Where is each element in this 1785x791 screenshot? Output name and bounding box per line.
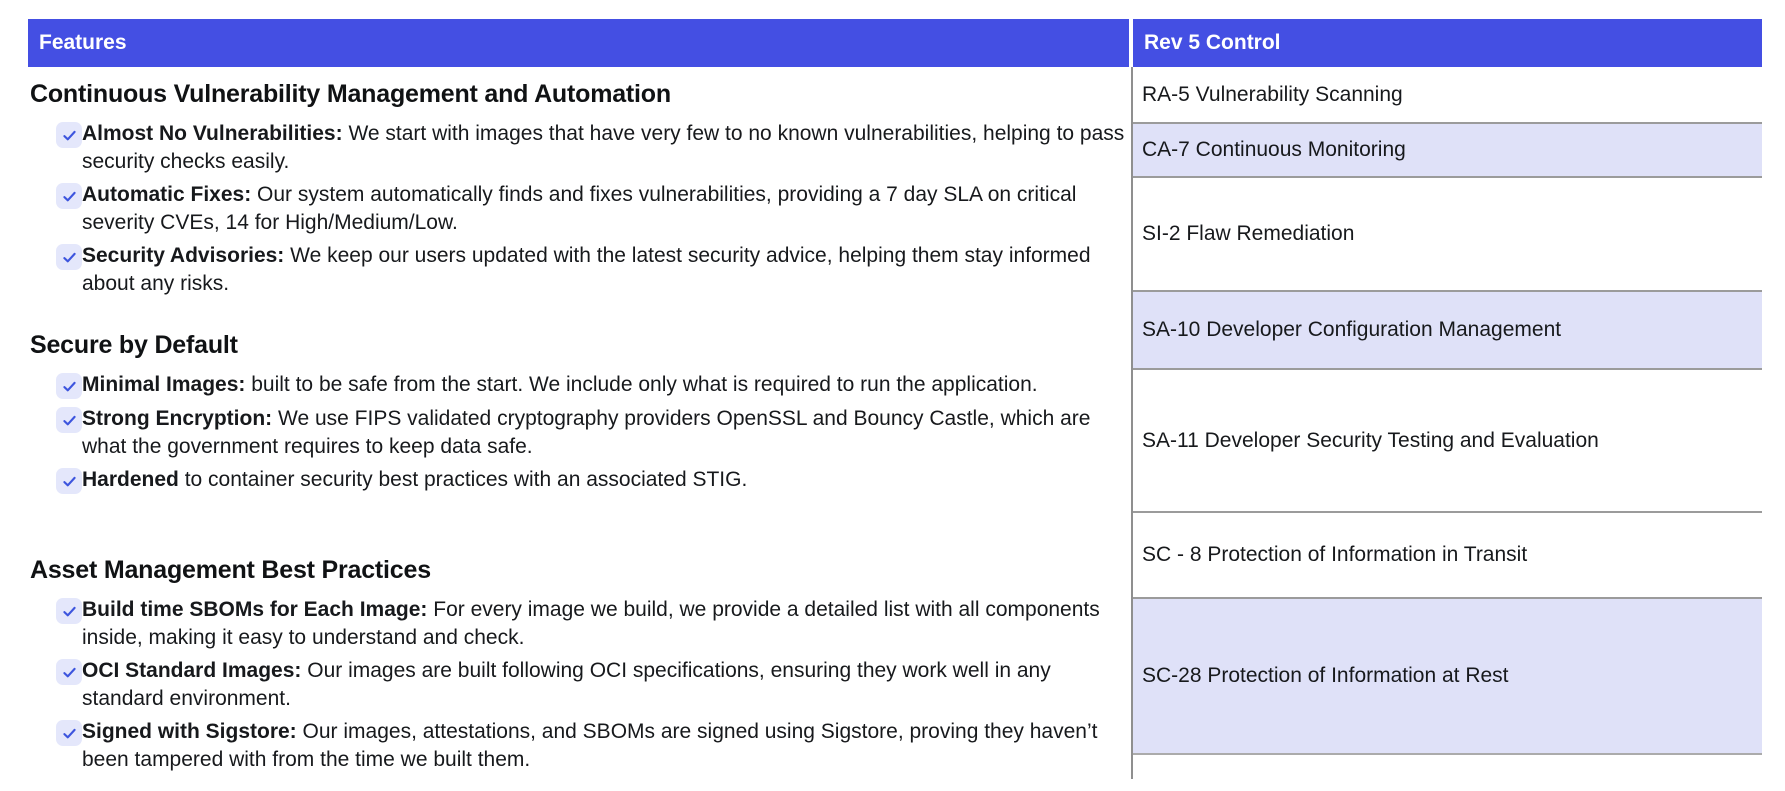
rev5-control-column-header (1133, 19, 1762, 67)
section-heading: Continuous Vulnerability Management and Automation (30, 80, 671, 108)
section-heading: Secure by Default (30, 331, 238, 359)
table-body (28, 67, 1762, 779)
control-row (1133, 597, 1762, 755)
feature-item (30, 120, 1131, 175)
feature-item-body: Our system automatically finds and fixes vulnerabilities, providing a 7 day SLA on critical severity CVEs, 14 for High/Medium/Low. (82, 183, 1077, 234)
checkbox[interactable] (56, 244, 82, 270)
feature-item-lead: Strong Encryption: (82, 407, 273, 430)
checkbox[interactable] (56, 373, 82, 399)
feature-item-text (82, 242, 1131, 297)
feature-item-body: We keep our users updated with the latest security advice, helping them stay informed about any risks. (82, 244, 1091, 295)
checkbox[interactable] (56, 468, 82, 494)
feature-item-lead: Security Advisories: (82, 244, 285, 267)
feature-item-body: to container security best practices with an associated STIG. (184, 468, 748, 491)
feature-item-lead: Automatic Fixes: (82, 183, 252, 206)
feature-item-lead: Almost No Vulnerabilities: (82, 122, 343, 145)
feature-item (30, 371, 1131, 399)
feature-item-body: We use FIPS validated cryptography providers OpenSSL and Bouncy Castle, which are what the government requires to keep data safe. (82, 407, 1091, 458)
check-icon (61, 249, 78, 266)
control-label: SC-28 Protection of Information at Rest (1142, 664, 1509, 687)
features-column-header (28, 19, 1129, 67)
check-icon (61, 603, 78, 620)
control-label: SA-10 Developer Configuration Management (1142, 318, 1562, 341)
control-label: SA-11 Developer Security Testing and Evaluation (1142, 428, 1599, 452)
feature-section-secure-by-default (30, 331, 1131, 494)
checkbox[interactable] (56, 598, 82, 624)
control-label: SI-2 Flaw Remediation (1142, 222, 1355, 245)
feature-item-text (82, 181, 1131, 236)
feature-item-text (82, 120, 1131, 175)
features-controls-table (28, 19, 1762, 779)
check-icon (61, 664, 78, 681)
check-icon (61, 473, 78, 490)
control-row (1133, 67, 1762, 122)
feature-item (30, 718, 1131, 773)
checkbox[interactable] (56, 122, 82, 148)
feature-item-body: For every image we build, we provide a detailed list with all components inside, making it easy to understand and check. (82, 598, 1100, 649)
feature-item (30, 657, 1131, 712)
control-row (1133, 176, 1762, 290)
feature-section-vulnerability-management (30, 80, 1131, 297)
check-icon (61, 725, 78, 742)
control-label: RA-5 Vulnerability Scanning (1142, 82, 1403, 106)
feature-section-asset-management (30, 556, 1131, 773)
checkbox[interactable] (56, 183, 82, 209)
control-label: SC - 8 Protection of Information in Transit (1142, 543, 1528, 566)
check-icon (61, 378, 78, 395)
features-column (28, 67, 1131, 779)
feature-item-body: We start with images that have very few to no known vulnerabilities, helping to pass security checks easily. (82, 122, 1125, 173)
features-column-label: Features (39, 31, 127, 54)
feature-item-lead: Build time SBOMs for Each Image: (82, 598, 428, 621)
feature-item (30, 181, 1131, 236)
feature-item-body: built to be safe from the start. We include only what is required to run the application. (251, 373, 1038, 396)
feature-item-text (82, 405, 1131, 460)
feature-item-text (82, 596, 1131, 651)
checkbox[interactable] (56, 720, 82, 746)
feature-item-lead: Minimal Images: (82, 373, 246, 396)
feature-item-lead: OCI Standard Images: (82, 659, 302, 682)
control-label: CA-7 Continuous Monitoring (1142, 138, 1406, 161)
feature-item (30, 242, 1131, 297)
feature-item-lead: Signed with Sigstore: (82, 720, 297, 743)
check-icon (61, 127, 78, 144)
feature-item-body: Our images are built following OCI specifications, ensuring they work well in any standard environment. (82, 659, 1051, 710)
feature-item-text (82, 657, 1131, 712)
control-row (1133, 511, 1762, 597)
control-row (1133, 368, 1762, 511)
section-heading: Asset Management Best Practices (30, 556, 431, 584)
control-row (1133, 122, 1762, 176)
check-icon (61, 188, 78, 205)
control-row (1133, 290, 1762, 368)
rev5-control-column (1131, 67, 1762, 779)
feature-item (30, 466, 1131, 494)
feature-item-text (82, 718, 1131, 773)
feature-item (30, 596, 1131, 651)
feature-item-lead: Hardened (82, 468, 179, 491)
feature-item (30, 405, 1131, 460)
table-header-row (28, 19, 1762, 67)
checkbox[interactable] (56, 659, 82, 685)
feature-item-text (82, 371, 1131, 399)
check-icon (61, 412, 78, 429)
feature-item-body: Our images, attestations, and SBOMs are signed using Sigstore, proving they haven’t been tampered with from the time we built them. (82, 720, 1098, 771)
feature-item-text (82, 466, 1131, 494)
checkbox[interactable] (56, 407, 82, 433)
rev5-control-column-label: Rev 5 Control (1144, 31, 1281, 54)
